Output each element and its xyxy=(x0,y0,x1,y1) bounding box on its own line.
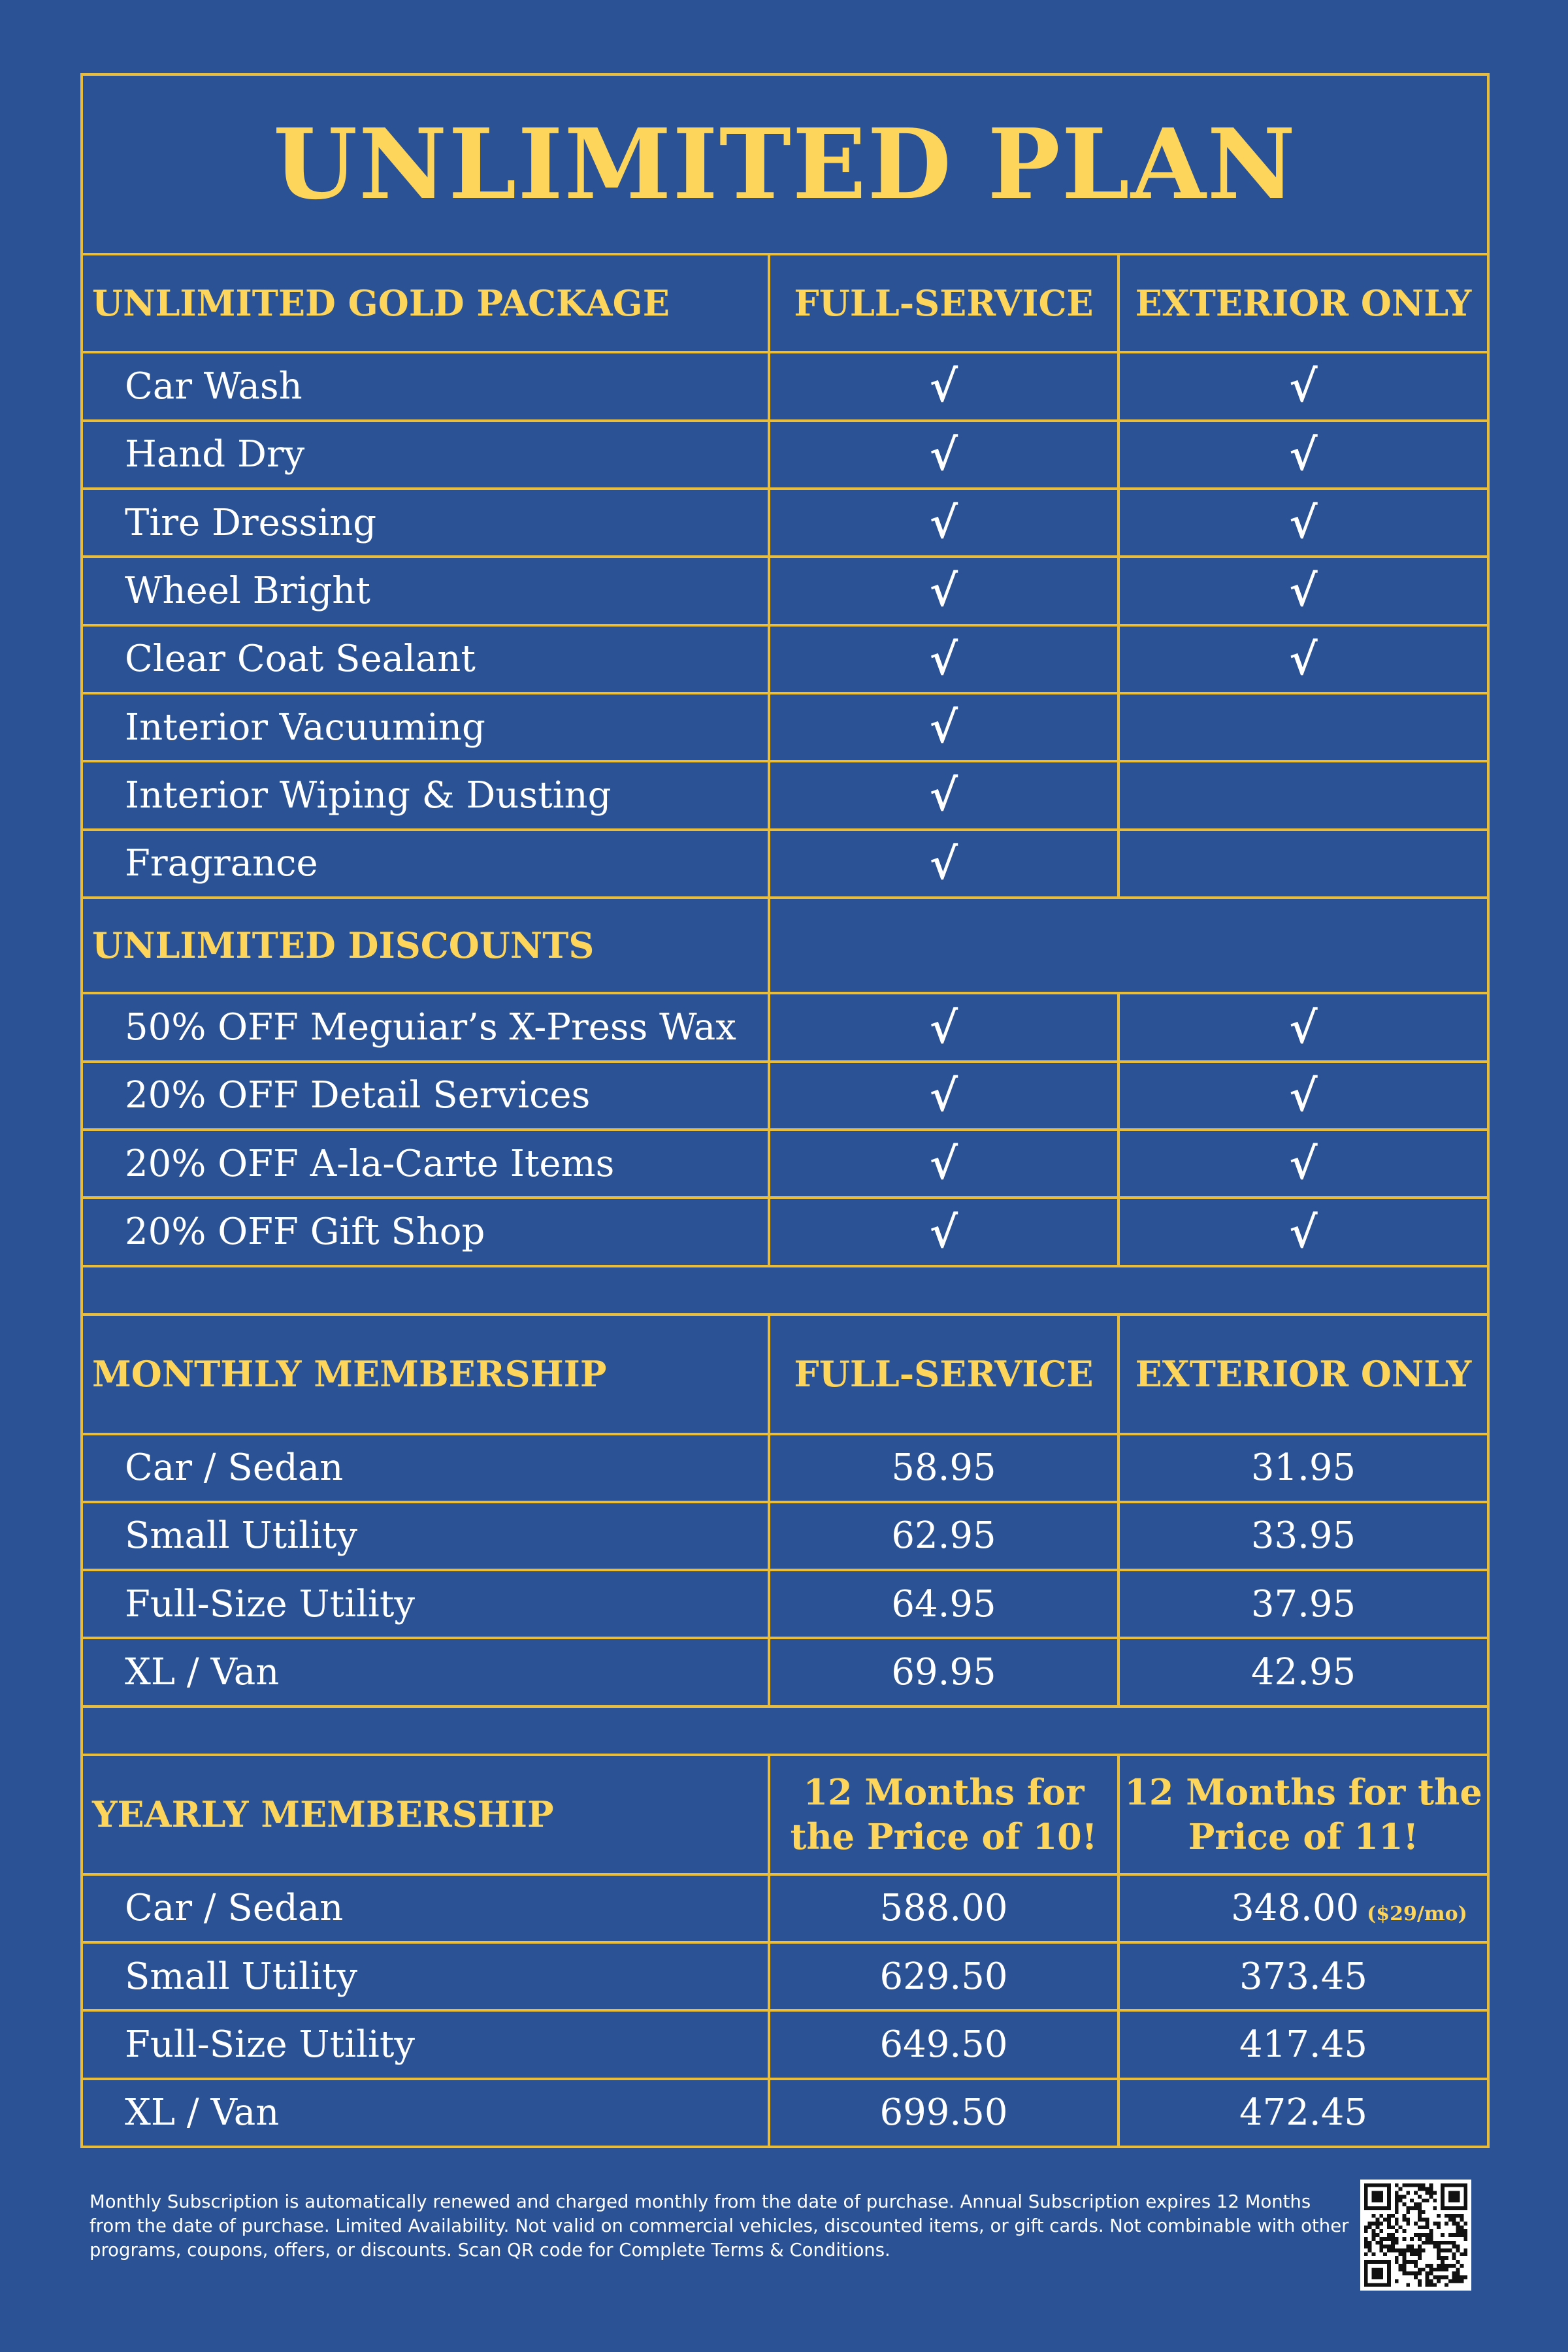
yearly-header: YEARLY MEMBERSHIP xyxy=(82,1755,769,1874)
feature-label: 20% OFF A-la-Carte Items xyxy=(82,1130,769,1198)
exterior-only-price: 417.45 xyxy=(1239,2023,1367,2066)
exterior-only-price: 37.95 xyxy=(1250,1582,1356,1625)
full-service-check-icon: √ xyxy=(769,693,1119,761)
exterior-only-price-cell xyxy=(1119,1570,1488,1638)
full-service-check-icon: √ xyxy=(769,352,1119,420)
vehicle-type-label: XL / Van xyxy=(82,1638,769,1706)
full-service-check-icon: √ xyxy=(769,1198,1119,1266)
spacer-yearly-cell xyxy=(82,1707,1488,1755)
exterior-only-price: 472.45 xyxy=(1239,2091,1367,2134)
feature-label: Interior Wiping & Dusting xyxy=(82,761,769,829)
spacer-monthly xyxy=(82,1266,1488,1315)
full-service-check-icon: √ xyxy=(769,761,1119,829)
feature-label: Wheel Bright xyxy=(82,557,769,625)
exterior-only-check-icon: √ xyxy=(1119,557,1488,625)
feature-label: Interior Vacuuming xyxy=(82,693,769,761)
monthly-col1-header: FULL-SERVICE xyxy=(769,1315,1119,1434)
exterior-only-price: 348.00 xyxy=(1231,1887,1360,1930)
discounts-header-row xyxy=(82,898,1488,993)
yearly-header-row xyxy=(82,1755,1488,1874)
exterior-only-check-icon: √ xyxy=(1119,421,1488,489)
vehicle-type-label: Car / Sedan xyxy=(82,1874,769,1942)
full-service-price: 64.95 xyxy=(769,1570,1119,1638)
exterior-only-check-icon: √ xyxy=(1119,1062,1488,1130)
full-service-check-icon: √ xyxy=(769,830,1119,898)
feature-label: Tire Dressing xyxy=(82,489,769,557)
vehicle-type-label: XL / Van xyxy=(82,2079,769,2147)
feature-row xyxy=(82,1198,1488,1266)
yearly-col1-header: 12 Months for the Price of 10! xyxy=(769,1755,1119,1874)
full-service-price: 649.50 xyxy=(769,2010,1119,2078)
plan-title: UNLIMITED PLAN xyxy=(82,74,1488,254)
spacer-yearly xyxy=(82,1707,1488,1755)
full-service-price: 588.00 xyxy=(769,1874,1119,1942)
price-row xyxy=(82,1638,1488,1706)
monthly-header: MONTHLY MEMBERSHIP xyxy=(82,1315,769,1434)
feature-label: Car Wash xyxy=(82,352,769,420)
full-service-price: 62.95 xyxy=(769,1502,1119,1570)
full-service-price: 629.50 xyxy=(769,1942,1119,2010)
feature-row xyxy=(82,625,1488,693)
exterior-only-price: 42.95 xyxy=(1250,1651,1356,1694)
feature-label: Fragrance xyxy=(82,830,769,898)
gold-package-header: UNLIMITED GOLD PACKAGE xyxy=(82,254,769,352)
exterior-only-price-cell xyxy=(1119,2079,1488,2147)
plan-table xyxy=(80,73,1490,2148)
exterior-only-check-icon: √ xyxy=(1119,993,1488,1061)
title-row xyxy=(82,74,1488,254)
feature-row xyxy=(82,421,1488,489)
exterior-only-check-icon: √ xyxy=(1119,489,1488,557)
vehicle-type-label: Full-Size Utility xyxy=(82,2010,769,2078)
exterior-only-price-cell xyxy=(1119,1942,1488,2010)
feature-label: Clear Coat Sealant xyxy=(82,625,769,693)
gold-header-row xyxy=(82,254,1488,352)
monthly-col2-header: EXTERIOR ONLY xyxy=(1119,1315,1488,1434)
feature-label: Hand Dry xyxy=(82,421,769,489)
full-service-check-icon: √ xyxy=(769,557,1119,625)
feature-row xyxy=(82,557,1488,625)
exterior-only-check-icon xyxy=(1119,693,1488,761)
exterior-only-price: 33.95 xyxy=(1250,1514,1356,1558)
full-service-check-icon: √ xyxy=(769,1062,1119,1130)
qr-code-icon[interactable] xyxy=(1360,2180,1471,2291)
terms-disclaimer: Monthly Subscription is automatically renewed and charged monthly from the date of purchase. Annual Subscription expires 12 Months from the date of purchase. Limited Availability. Not valid on commercial vehicles, discounted items, or gift cards. Not combinable with other programs, coupons, offers, or discounts. Scan QR code for Complete Terms & Conditions. xyxy=(90,2191,1349,2261)
exterior-only-check-icon xyxy=(1119,830,1488,898)
exterior-only-check-icon: √ xyxy=(1119,1130,1488,1198)
exterior-only-price-cell xyxy=(1119,1502,1488,1570)
feature-row xyxy=(82,352,1488,420)
exterior-only-price: 373.45 xyxy=(1239,1955,1367,1998)
spacer-monthly-cell xyxy=(82,1266,1488,1315)
feature-row xyxy=(82,1130,1488,1198)
full-service-check-icon: √ xyxy=(769,625,1119,693)
discounts-header-blank xyxy=(769,898,1488,993)
full-service-price: 699.50 xyxy=(769,2079,1119,2147)
feature-label: 20% OFF Detail Services xyxy=(82,1062,769,1130)
price-row xyxy=(82,2079,1488,2147)
vehicle-type-label: Full-Size Utility xyxy=(82,1570,769,1638)
monthly-equivalent-note: ($29/mo) xyxy=(1367,1903,1467,1926)
vehicle-type-label: Small Utility xyxy=(82,1942,769,2010)
feature-row xyxy=(82,693,1488,761)
exterior-only-check-icon: √ xyxy=(1119,352,1488,420)
price-row xyxy=(82,1434,1488,1502)
feature-label: 50% OFF Meguiar’s X-Press Wax xyxy=(82,993,769,1061)
exterior-only-price-cell xyxy=(1119,1434,1488,1502)
yearly-col2-header: 12 Months for the Price of 11! xyxy=(1119,1755,1488,1874)
price-row xyxy=(82,1874,1488,1942)
price-row xyxy=(82,1502,1488,1570)
feature-row xyxy=(82,1062,1488,1130)
feature-row xyxy=(82,489,1488,557)
exterior-only-price: 31.95 xyxy=(1250,1446,1356,1490)
exterior-only-price-cell xyxy=(1119,2010,1488,2078)
full-service-check-icon: √ xyxy=(769,489,1119,557)
full-service-check-icon: √ xyxy=(769,993,1119,1061)
price-row xyxy=(82,1942,1488,2010)
exterior-only-header: EXTERIOR ONLY xyxy=(1119,254,1488,352)
full-service-header: FULL-SERVICE xyxy=(769,254,1119,352)
price-row xyxy=(82,1570,1488,1638)
discounts-header: UNLIMITED DISCOUNTS xyxy=(82,898,769,993)
feature-label: 20% OFF Gift Shop xyxy=(82,1198,769,1266)
feature-row xyxy=(82,761,1488,829)
exterior-only-check-icon xyxy=(1119,761,1488,829)
full-service-price: 69.95 xyxy=(769,1638,1119,1706)
feature-row xyxy=(82,993,1488,1061)
full-service-check-icon: √ xyxy=(769,1130,1119,1198)
feature-row xyxy=(82,830,1488,898)
price-row xyxy=(82,2010,1488,2078)
exterior-only-price-cell xyxy=(1119,1874,1488,1942)
exterior-only-check-icon: √ xyxy=(1119,625,1488,693)
vehicle-type-label: Car / Sedan xyxy=(82,1434,769,1502)
exterior-only-price-cell xyxy=(1119,1638,1488,1706)
vehicle-type-label: Small Utility xyxy=(82,1502,769,1570)
full-service-check-icon: √ xyxy=(769,421,1119,489)
full-service-price: 58.95 xyxy=(769,1434,1119,1502)
exterior-only-check-icon: √ xyxy=(1119,1198,1488,1266)
monthly-header-row xyxy=(82,1315,1488,1434)
